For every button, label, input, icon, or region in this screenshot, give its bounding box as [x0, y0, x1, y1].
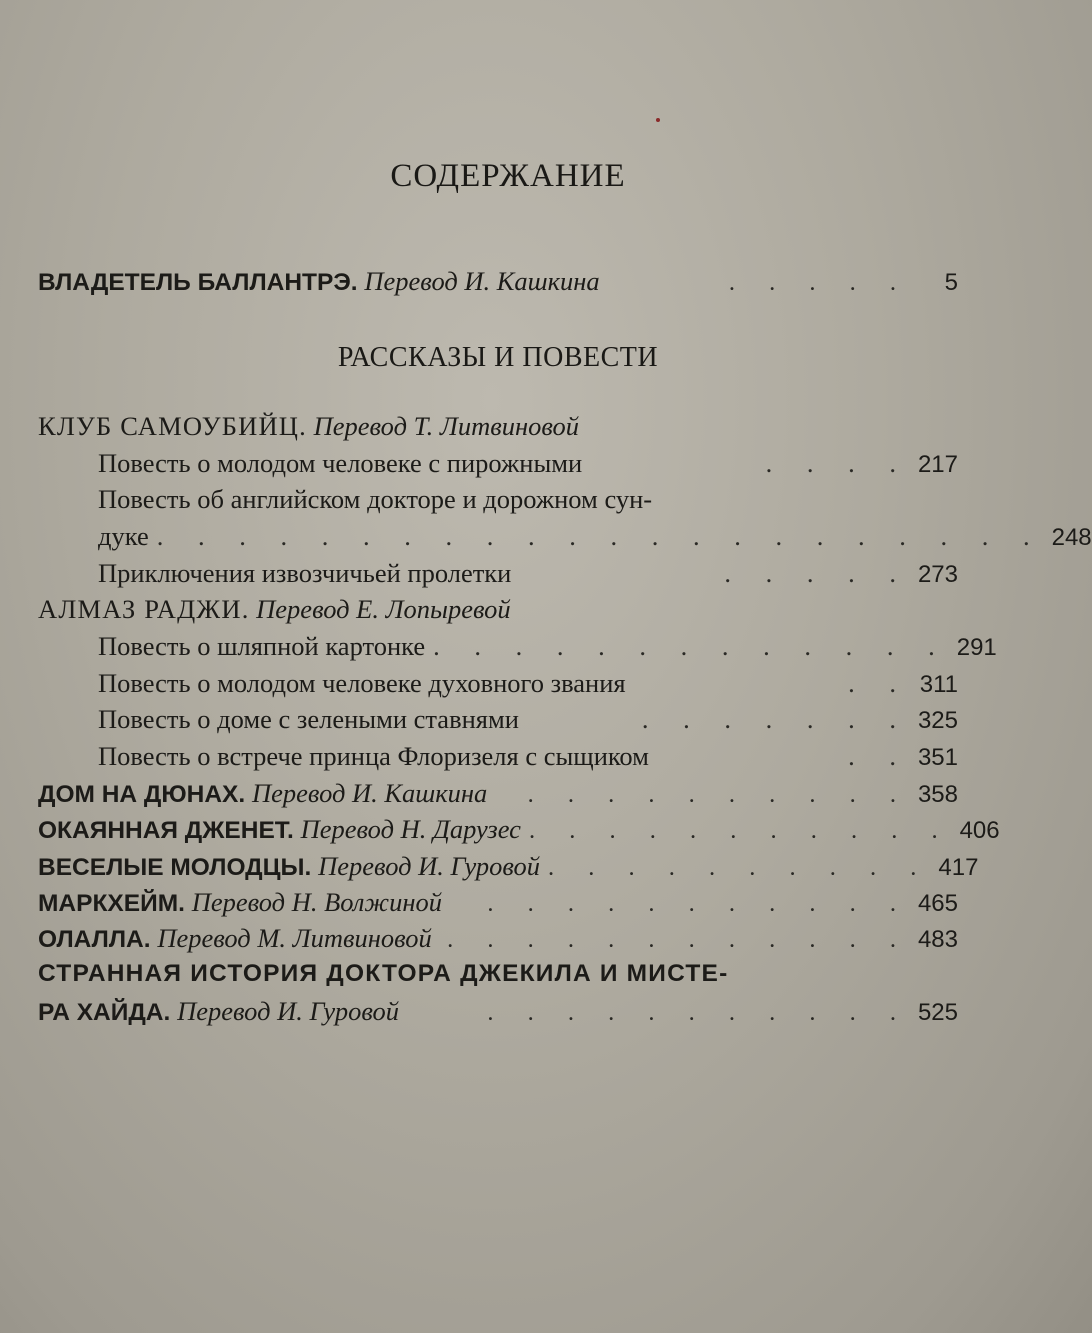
entry-page-number: 248: [1051, 524, 1092, 551]
toc-entry-story: [98, 448, 958, 484]
toc-entry-story: [98, 558, 958, 594]
toc-entry-story-continuation: [98, 521, 1092, 557]
toc-entry-thrawn-janet: [38, 814, 1000, 850]
entry-page-number: 483: [917, 926, 958, 953]
toc-entry-merry-men: [38, 851, 979, 887]
entry-title: Повесть о доме с зелеными ставнями: [98, 704, 519, 734]
dot-leader: . . . . . . .: [641, 704, 910, 734]
entry-title: СТРАННАЯ ИСТОРИЯ ДОКТОРА ДЖЕКИЛА И МИСТЕ-: [38, 960, 729, 987]
entry-title: Приключения извозчичьей пролетки: [98, 558, 512, 588]
entry-title: Повесть об английском докторе и дорожном сун-: [98, 484, 653, 514]
entry-translator: Перевод И. Гуровой: [318, 851, 541, 881]
entry-page-number: 217: [917, 451, 958, 478]
entry-translator: Перевод И. Кашкина: [364, 266, 600, 296]
entry-title: Повесть о молодом человеке духовного звания: [98, 668, 626, 698]
dot-leader: . . . . . . . . . . . .: [447, 926, 910, 953]
entry-title: ВЕСЕЛЫЕ МОЛОДЦЫ.: [38, 854, 312, 881]
entry-page-number: 417: [938, 854, 979, 881]
entry-translator: Перевод Е. Лопыревой: [256, 594, 511, 624]
entry-title: Повесть о шляпной картонке: [98, 631, 426, 661]
toc-entry-rajahs-diamond: [38, 594, 958, 630]
entry-translator: Перевод И. Кашкина: [252, 778, 488, 808]
entry-title: дуке: [98, 521, 149, 551]
entry-title: ДОМ НА ДЮНАХ.: [38, 781, 246, 808]
entry-translator: Перевод М. Литвиновой: [157, 923, 432, 953]
entry-title: ОКАЯННАЯ ДЖЕНЕТ.: [38, 817, 294, 844]
dot-leader: . . . . . . . . . . . . .: [433, 631, 949, 661]
entry-title: ОЛАЛЛА.: [38, 926, 151, 953]
entry-page-number: 273: [917, 561, 958, 588]
entry-page-number: 311: [919, 671, 958, 698]
dot-leader: . . . . .: [728, 269, 910, 296]
entry-translator: Перевод И. Гуровой: [177, 996, 399, 1026]
entry-title: МАРКХЕЙМ.: [38, 890, 185, 917]
entry-page-number: 325: [917, 707, 958, 734]
dot-leader: . . . . . . . . . .: [548, 854, 931, 881]
toc-entry-pavilion-on-the-links: [38, 778, 958, 814]
section-heading: РАССКАЗЫ И ПОВЕСТИ: [337, 342, 659, 373]
dot-leader: . . . . . . . . . . . . . . . . . . . . . .: [156, 521, 1044, 551]
entry-title: Повесть о молодом человеке с пирожными: [98, 448, 583, 478]
toc-entry-olalla: [38, 923, 958, 959]
toc-entry-story: [98, 704, 958, 740]
dot-leader: . . . . . . . . . . .: [487, 999, 910, 1026]
toc-entry-story: [98, 484, 958, 520]
toc-entry-story: [98, 668, 958, 704]
dot-leader: . . . . . . . . . . .: [487, 890, 910, 917]
dot-leader: . .: [848, 741, 910, 771]
toc-entry-story: [98, 741, 958, 777]
entry-page-number: 358: [917, 781, 958, 808]
entry-page-number: 465: [917, 890, 958, 917]
entry-page-number: 406: [959, 817, 1000, 844]
entry-translator: Перевод Н. Волжиной: [191, 887, 442, 917]
toc-entry-story: [98, 631, 997, 667]
toc-entry-jekyll-hyde-continuation: [38, 996, 958, 1032]
dot-leader: . . . . . . . . . . .: [528, 817, 952, 844]
page-title: СОДЕРЖАНИЕ: [390, 158, 626, 194]
entry-title: КЛУБ САМОУБИЙЦ.: [38, 411, 307, 441]
entry-translator: Перевод Н. Дарузес: [300, 814, 521, 844]
dot-leader: . . . . . . . . . .: [527, 781, 910, 808]
entry-page-number: 291: [956, 634, 997, 661]
dot-leader: . . . .: [765, 448, 910, 478]
toc-entry-suicide-club: [38, 411, 958, 447]
dot-leader: . .: [848, 668, 910, 698]
entry-title: АЛМАЗ РАДЖИ.: [38, 594, 250, 624]
entry-title: РА ХАЙДА.: [38, 999, 171, 1026]
entry-title: ВЛАДЕТЕЛЬ БАЛЛАНТРЭ.: [38, 269, 358, 296]
entry-title: Повесть о встрече принца Флоризеля с сыщиком: [98, 741, 649, 771]
entry-page-number: 351: [917, 744, 958, 771]
ink-speck: [656, 118, 660, 122]
entry-translator: Перевод Т. Литвиновой: [313, 411, 580, 441]
dot-leader: . . . . .: [724, 558, 910, 588]
toc-entry-ballantrae: [38, 266, 958, 302]
entry-page-number: 525: [917, 999, 958, 1026]
toc-entry-jekyll-hyde: [38, 960, 958, 996]
toc-entry-markheim: [38, 887, 958, 923]
entry-page-number: 5: [944, 269, 958, 296]
